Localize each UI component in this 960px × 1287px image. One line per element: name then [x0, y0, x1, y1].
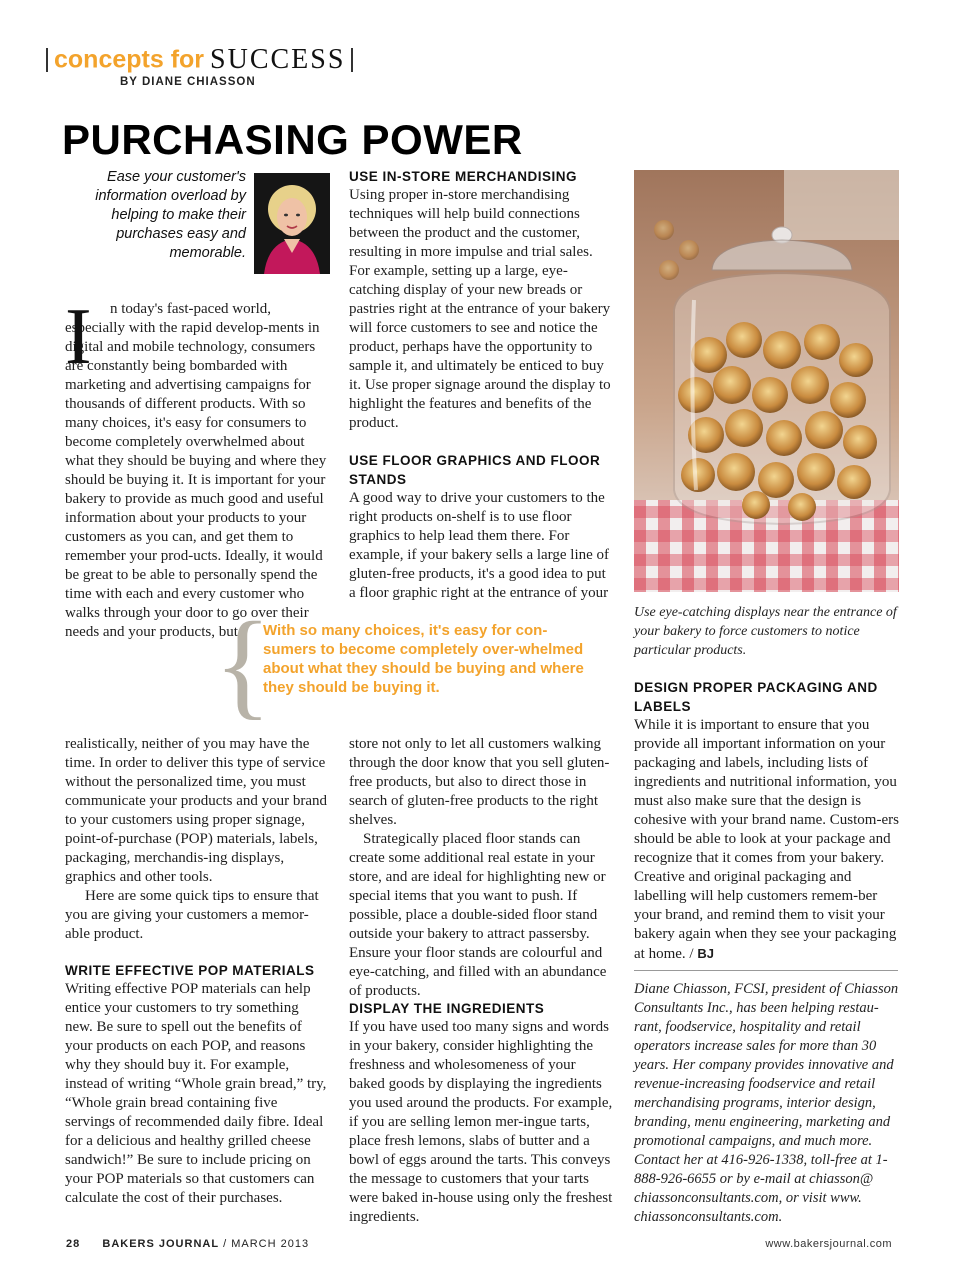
header-bar-right	[351, 48, 353, 72]
section-floor-continued	[349, 735, 615, 1001]
section-name-emphasis: SUCCESS	[210, 44, 346, 75]
pull-quote: With so many choices, it's easy for con-sumers to become completely over-whelmed about what they should be buying and where they should be buying it.	[263, 622, 584, 696]
section-heading-packaging: DESIGN PROPER PACKAGING AND LABELS	[634, 680, 878, 714]
section-ingredients	[349, 999, 615, 1227]
page-number: 28	[66, 1238, 81, 1250]
divider	[634, 970, 898, 971]
paragraph-2: realistically, neither of you may have the time. In order to deliver this type of service without the personalized time, you must communicate your products and your brand to your customers using proper signage, point-of-purchase (POP) materials, labels, packaging, merchandis-ing displays, graphics and other tools.	[65, 736, 328, 885]
intro-text-block	[65, 293, 327, 642]
issue-date: / MARCH 2013	[223, 1238, 310, 1250]
curly-brace-icon: {	[214, 597, 272, 730]
portrait-image	[254, 173, 330, 274]
section-body-floor: A good way to drive your customers to the right products on-shelf is to use floor graphics to help lead them there. For example, if your bakery sells a large line of gluten-free products, it's a good idea to put a floor graphic right at the entrance of your	[349, 490, 610, 601]
header-bar-left	[46, 48, 48, 72]
section-body-packaging-paragraph	[634, 716, 900, 964]
article-deck: Ease your customer's information overload by helping to make their purchases easy and memorable.	[95, 169, 246, 261]
intro-text: n today's fast-paced world, especially with the rapid develop-ments in digital and mobile technology, consumers are constantly being bombarded with marketing and advertising campaigns for thousands of different products. With so many choices, it's easy for consumers to become completely overwhelmed about what they should be buying and where they should be buying it. It is important for your bakery to provide as much good and useful information about your products to your customers as you can, and get them to remember your prod-ucts. Ideally, it would be great to be able to personally spend the time with each and every customer who walks through your door to go over their needs and your products, but	[65, 301, 327, 640]
section-header	[40, 44, 359, 78]
section-body-packaging: While it is important to ensure that you provide all important information on your packaging and labels, including lists of ingredients and nutritional information, you must also make sure that the design is cohesive with your brand name. Custom-ers should be able to look at your package and recognize that it comes from your bakery. Creative and original packaging and labelling will help customers remem-ber your brand, and remind them to visit your bakery again when they see your packaging at home. /	[634, 717, 899, 962]
intro-paragraph	[65, 300, 327, 642]
photo-caption: Use eye-catching displays near the entrance of your bakery to force customers to notice particular products.	[634, 605, 897, 658]
article-title: PURCHASING POWER	[62, 116, 523, 163]
section-packaging	[634, 678, 900, 964]
section-body-ingredients: If you have used too many signs and words in your bakery, consider highlighting the freshness and wholesomeness of your baked goods by displaying the ingredients you used around the products. For example, if you are selling lemon mer-ingue tarts, place fresh lemons, slabs of butter and a bowl of eggs around the tarts. This conveys the message to customers that your tarts were baked in-house using only the freshest ingredients.	[349, 1019, 613, 1225]
drop-cap: I	[65, 293, 92, 381]
page-footer-left	[66, 1238, 309, 1250]
cookie-jar-photo	[634, 170, 899, 592]
section-body-instore: Using proper in-store merchandising techniques will help build connections between the product and the customer, resulting in more impulse and trial sales. For example, setting up a large, eye-catching display of your new breads or pastries right at the entrance of your bakery will force customers to see and notice the product, perhaps have the opportunity to sample it, and ultimately be enticed to buy it. Use proper signage around the display to highlight the features and benefits of the product.	[349, 187, 611, 431]
section-name: concepts for	[54, 45, 205, 74]
website-url: www.bakersjournal.com	[765, 1238, 892, 1250]
section-pop	[65, 961, 327, 1208]
section-body-floor-2: store not only to let all customers walking through the door know that you sell gluten-free products, but also to direct those in search of gluten-free products to the right shelves.	[349, 736, 610, 828]
sign-off-mark: BJ	[697, 946, 714, 961]
section-heading-ingredients: DISPLAY THE INGREDIENTS	[349, 1001, 545, 1016]
section-body-floor-3: Strategically placed floor stands can create some additional real estate in your store, and are ideal for highlighting new or special items that you want to push. If possible, place a double-sided floor stand outside your bakery to attract passersby. Ensure your floor stands are colourful and eye-catching, and filled with an abundance of products.	[349, 831, 607, 999]
section-instore	[349, 167, 615, 433]
paragraph-3: Here are some quick tips to ensure that you are giving your customers a memor-able product.	[65, 888, 319, 942]
author-bio: Diane Chiasson, FCSI, president of Chiasson Consultants Inc., has been helping restau-rant, foodservice, hospitality and retail operators increase sales for more than 30 years. Her company provides innovative and revenue-increasing foodservice and retail merchandising programs, interior design, branding, menu engineering, marketing and promotional campaigns, and much more. Contact her at 416-926-1338, toll-free at 1-888-926-6655 or by e-mail at chiasson@ chiassonconsultants.com, or visit www. chiassonconsultants.com.	[634, 981, 899, 1225]
section-body-pop: Writing effective POP materials can help entice your customers to try something new. Be sure to spell out the benefits of your products on each POP, and reasons why they should buy it. For example, instead of writing “Whole grain bread,” try, “Whole grain bread containing five servings of recommended daily fibre. Ideal for a delicious and healthy grilled cheese sandwich!” Be sure to include pricing on your POP materials so that customers can calculate the cost of their purchases.	[65, 981, 327, 1206]
byline: BY DIANE CHIASSON	[120, 76, 256, 88]
section-heading-floor: USE FLOOR GRAPHICS AND FLOOR STANDS	[349, 453, 601, 487]
publication-name: BAKERS JOURNAL	[102, 1238, 220, 1250]
section-heading-pop: WRITE EFFECTIVE POP MATERIALS	[65, 963, 315, 978]
section-heading-instore: USE IN-STORE MERCHANDISING	[349, 169, 578, 184]
cookie-jar-image	[634, 170, 899, 592]
author-portrait	[254, 173, 330, 274]
section-floor	[349, 451, 615, 603]
